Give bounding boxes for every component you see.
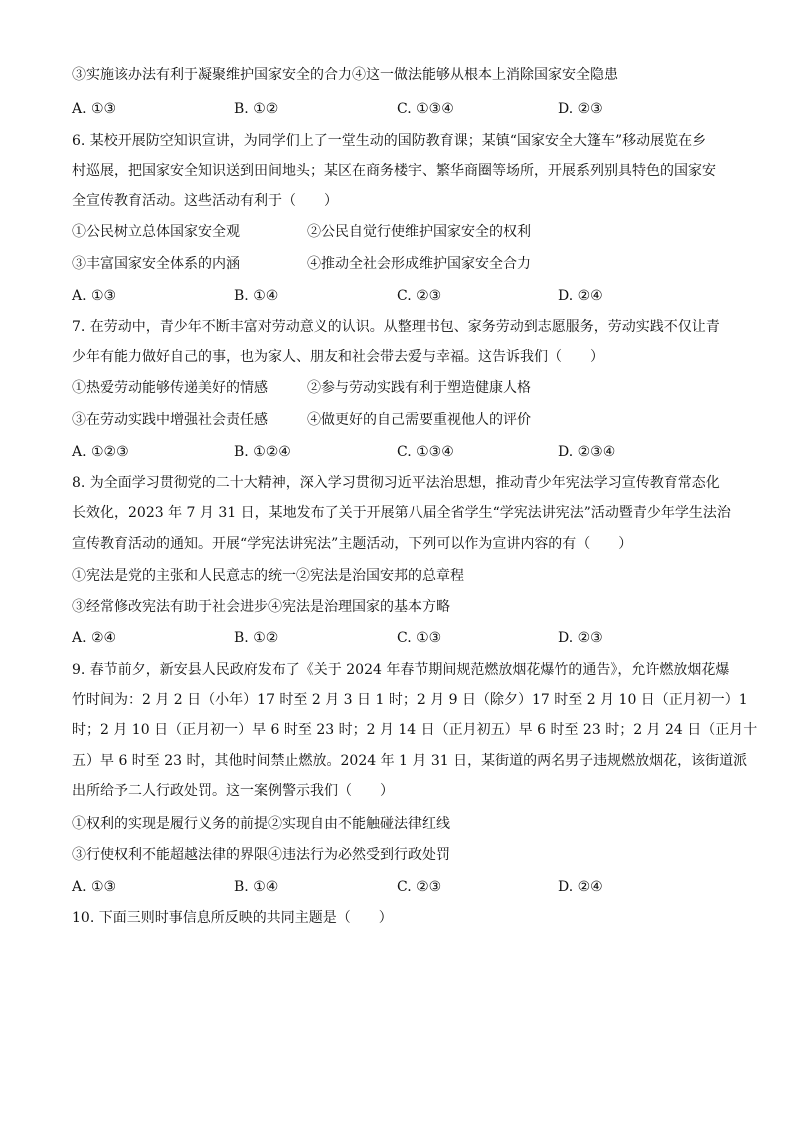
q7-stem-line: 少年有能力做好自己的事，也为家人、朋友和社会带去爱与幸福。这告诉我们（ ） <box>72 349 604 365</box>
q6-option-d[interactable]: D. ②④ <box>558 288 603 304</box>
q7-stem-line: 7. 在劳动中，青少年不断丰富对劳动意义的认识。从整理书包、家务劳动到志愿服务，劳动实践不仅让青 <box>72 319 720 335</box>
q8-stem-line: 宣传教育活动的通知。开展“学宪法讲宪法”主题活动，下列可以作为宣讲内容的有（ ） <box>72 536 633 552</box>
q8-stem-line: 长效化，2023 年 7 月 31 日，某地发布了关于开展第八届全省学生“学宪法讲宪法”活动暨青少年学生法治 <box>72 505 731 521</box>
q7-statement-1: ①热爱劳动能够传递美好的情感 <box>72 380 268 396</box>
q9-stem-line: 出所给予二人行政处罚。这一案例警示我们（ ） <box>72 783 394 799</box>
q7-option-b[interactable]: B. ①②④ <box>234 444 291 460</box>
q9-option-d[interactable]: D. ②④ <box>558 879 603 895</box>
q7-statement-3: ③在劳动实践中增强社会责任感 <box>72 412 268 428</box>
q9-option-c[interactable]: C. ②③ <box>397 879 442 895</box>
q9-stem-line: 竹时间为：2 月 2 日（小年）17 时至 2 月 3 日 1 时；2 月 9 日（除夕）17 时至 2 月 10 日（正月初一）1 <box>72 692 748 708</box>
q10-stem-line: 10. 下面三则时事信息所反映的共同主题是（ ） <box>72 910 393 926</box>
q6-statement-2: ②公民自觉行使维护国家安全的权利 <box>307 224 531 240</box>
q6-stem-line: 6. 某校开展防空知识宣讲，为同学们上了一堂生动的国防教育课；某镇“国家安全大篷车”移动展览在乡 <box>72 133 707 149</box>
q6-option-a[interactable]: A. ①③ <box>72 288 117 304</box>
q5-option-a[interactable]: A. ①③ <box>72 101 117 117</box>
q6-statement-3: ③丰富国家安全体系的内涵 <box>72 256 240 272</box>
q5-option-c[interactable]: C. ①③④ <box>397 101 454 117</box>
q7-option-c[interactable]: C. ①③④ <box>397 444 454 460</box>
q9-stem-line: 时；2 月 10 日（正月初一）早 6 时至 23 时；2 月 14 日（正月初五）早 6 时至 23 时；2 月 24 日（正月十 <box>72 722 758 738</box>
q8-statements-row: ③经常修改宪法有助于社会进步④宪法是治理国家的基本方略 <box>72 599 450 615</box>
q8-option-a[interactable]: A. ②④ <box>72 630 117 646</box>
q6-statement-1: ①公民树立总体国家安全观 <box>72 224 240 240</box>
q8-option-c[interactable]: C. ①③ <box>397 630 442 646</box>
q6-stem-line: 全宣传教育活动。这些活动有利于（ ） <box>72 193 338 209</box>
q9-statements-row: ①权利的实现是履行义务的前提②实现自由不能触碰法律红线 <box>72 816 450 832</box>
q9-stem-line: 9. 春节前夕，新安县人民政府发布了《关于 2024 年春节期间规范燃放烟花爆竹的通告》，允许燃放烟花爆 <box>72 662 730 678</box>
q7-option-d[interactable]: D. ②③④ <box>558 444 616 460</box>
q8-stem-line: 8. 为全面学习贯彻党的二十大精神，深入学习贯彻习近平法治思想，推动青少年宪法学习宣传教育常态化 <box>72 475 720 491</box>
q8-statements-row: ①宪法是党的主张和人民意志的统一②宪法是治国安邦的总章程 <box>72 568 464 584</box>
q9-statements-row: ③行使权利不能超越法律的界限④违法行为必然受到行政处罚 <box>72 847 450 863</box>
q6-option-b[interactable]: B. ①④ <box>234 288 279 304</box>
q5-option-b[interactable]: B. ①② <box>234 101 279 117</box>
q7-option-a[interactable]: A. ①②③ <box>72 444 129 460</box>
q7-statement-2: ②参与劳动实践有利于塑造健康人格 <box>307 380 531 396</box>
q5-option-d[interactable]: D. ②③ <box>558 101 603 117</box>
q6-statement-4: ④推动全社会形成维护国家安全合力 <box>307 256 531 272</box>
q6-option-c[interactable]: C. ②③ <box>397 288 442 304</box>
q8-option-d[interactable]: D. ②③ <box>558 630 603 646</box>
q5-statement-line: ③实施该办法有利于凝聚维护国家安全的合力④这一做法能够从根本上消除国家安全隐患 <box>72 67 618 83</box>
q9-option-a[interactable]: A. ①③ <box>72 879 117 895</box>
q6-stem-line: 村巡展，把国家安全知识送到田间地头；某区在商务楼宇、繁华商圈等场所，开展系列别具特色的国家安 <box>72 163 716 179</box>
q7-statement-4: ④做更好的自己需要重视他人的评价 <box>307 412 531 428</box>
q8-option-b[interactable]: B. ①② <box>234 630 279 646</box>
q9-stem-line: 五）早 6 时至 23 时，其他时间禁止燃放。2024 年 1 月 31 日，某街道的两名男子违规燃放烟花，该街道派 <box>72 753 748 769</box>
q9-option-b[interactable]: B. ①④ <box>234 879 279 895</box>
